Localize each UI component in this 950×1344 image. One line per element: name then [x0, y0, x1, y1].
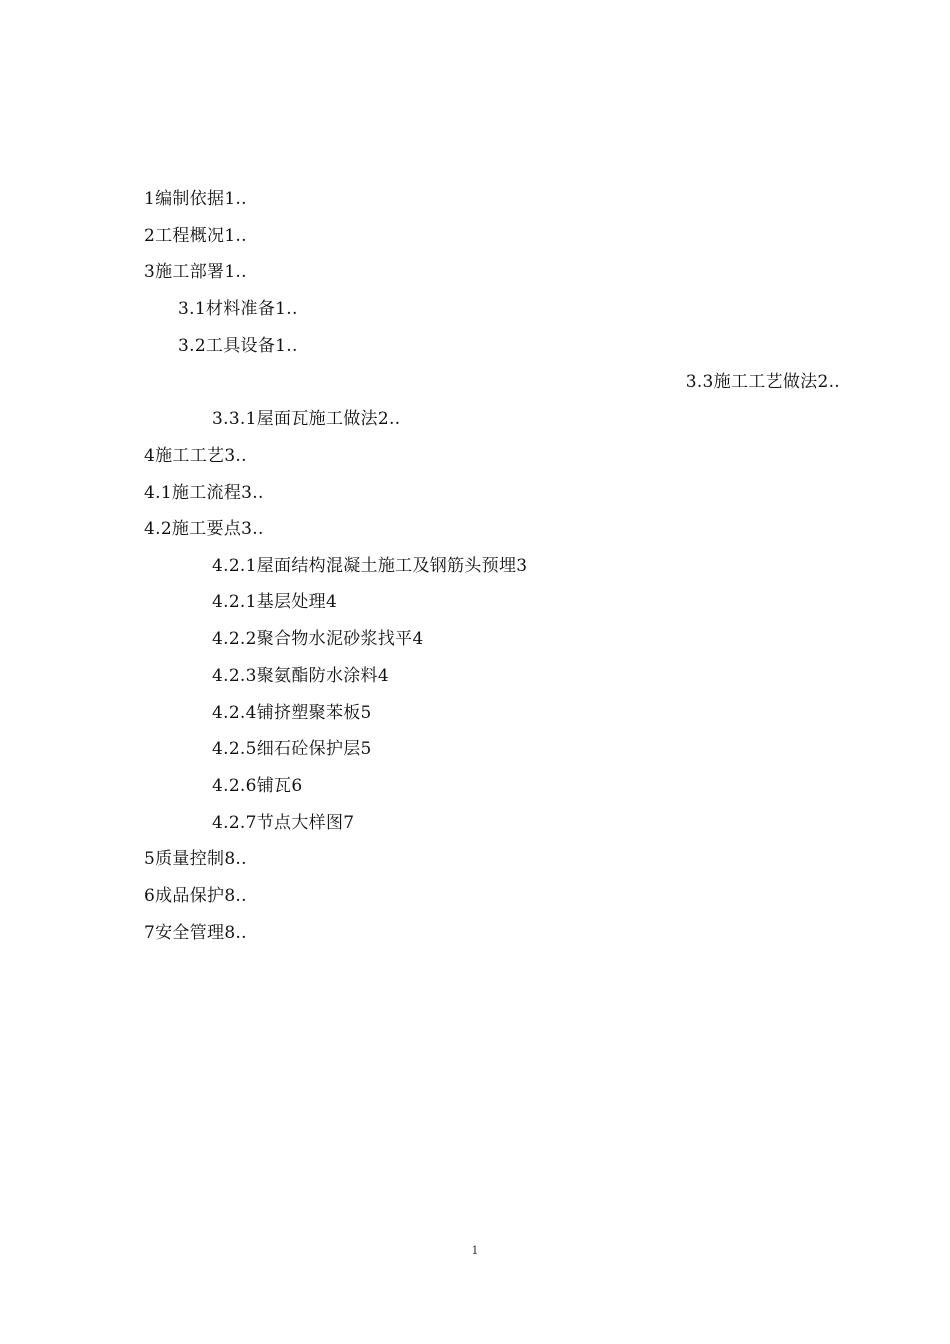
- toc-entry-4-2-1a[interactable]: 4.2.1屋面结构混凝土施工及钢筋头预埋3: [212, 556, 528, 576]
- toc-entry-5[interactable]: 5质量控制8..: [144, 849, 247, 869]
- toc-entry-3-2[interactable]: 3.2工具设备1..: [178, 336, 298, 356]
- toc-entry-4-2-4[interactable]: 4.2.4铺挤塑聚苯板5: [212, 703, 372, 723]
- toc-entry-6[interactable]: 6成品保护8..: [144, 886, 247, 906]
- toc-entry-4-2[interactable]: 4.2施工要点3..: [144, 519, 264, 539]
- toc-entry-4-2-5[interactable]: 4.2.5细石砼保护层5: [212, 739, 372, 759]
- toc-entry-4-1[interactable]: 4.1施工流程3..: [144, 483, 264, 503]
- toc-entry-4-2-3[interactable]: 4.2.3聚氨酯防水涂料4: [212, 666, 389, 686]
- toc-entry-7[interactable]: 7安全管理8..: [144, 923, 247, 943]
- toc-entry-3-1[interactable]: 3.1材料准备1..: [178, 299, 298, 319]
- toc-entry-1[interactable]: 1编制依据1..: [144, 189, 247, 209]
- toc-entry-4-2-2[interactable]: 4.2.2聚合物水泥砂浆找平4: [212, 629, 424, 649]
- toc-entry-4-2-7[interactable]: 4.2.7节点大样图7: [212, 813, 355, 833]
- toc-entry-4-2-1b[interactable]: 4.2.1基层处理4: [212, 592, 338, 612]
- page-number: 1: [471, 1244, 479, 1257]
- toc-entry-3-3[interactable]: 3.3施工工艺做法2..: [685, 372, 840, 392]
- toc-entry-2[interactable]: 2工程概况1..: [144, 226, 247, 246]
- toc-entry-4[interactable]: 4施工工艺3..: [144, 446, 247, 466]
- toc-entry-3[interactable]: 3施工部署1..: [144, 262, 247, 282]
- toc-entry-3-3-1[interactable]: 3.3.1屋面瓦施工做法2..: [212, 409, 401, 429]
- toc-entry-4-2-6[interactable]: 4.2.6铺瓦6: [212, 776, 303, 796]
